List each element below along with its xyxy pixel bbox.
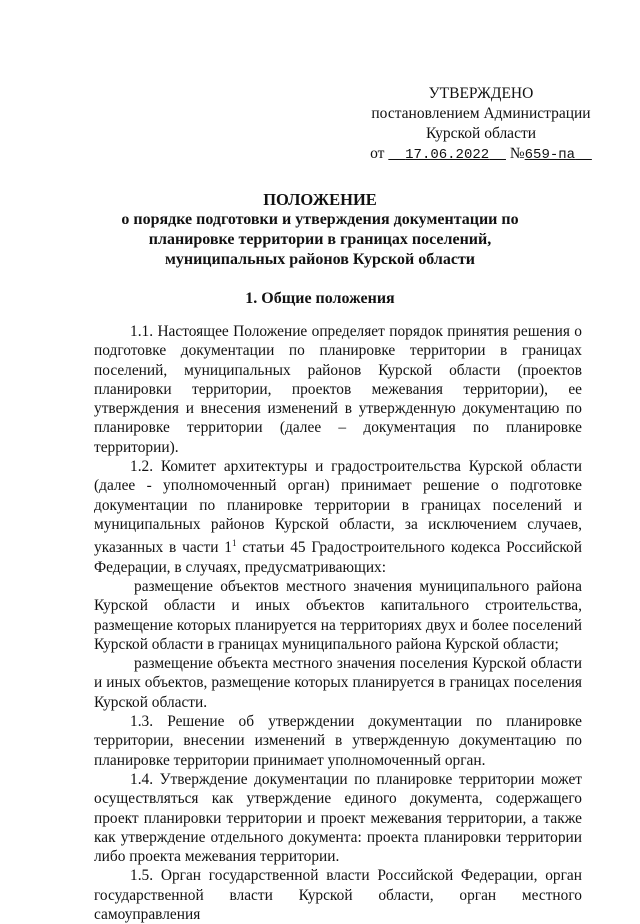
approval-date: 17.06.2022 [405,147,490,163]
approval-heading: УТВЕРЖДЕНО [428,85,534,102]
number-prefix: № [509,145,525,162]
paragraph-1-1: 1.1. Настоящее Положение определяет порядок принятия решения о подготовке документации по планировке территории в границах поселений, муниципальных районов Курской области (проектов планировки территории, проектов межевания территории), ее утверждения и внесения изменений в утвержденную документацию по планировке территории (далее – документация по планировке территории). [94,323,582,456]
date-prefix: от [370,145,385,162]
paragraph-1-4: 1.4. Утверждение документации по планировке территории может осуществляться как утверждение единого документа, содержащего проект планировки территории и проект межевания территории, а также как утверждение отдельного документа: проекта планировки территории либо проекта межевания территории. [94,770,582,866]
approval-stamp [366,84,596,165]
document-title [90,190,550,270]
title-main: ПОЛОЖЕНИЕ [263,190,377,209]
approval-region-line: Курской области [425,125,537,142]
paragraph-1-3: 1.3. Решение об утверждении документации по планировке территории, внесении изменений в утвержденную документацию по планировке территории принимает уполномоченный орган. [94,713,582,769]
title-subtitle: о порядке подготовки и утверждения документации по планировке территории в границах поселений, муниципальных районов Курской области [121,211,519,268]
paragraph-1-2: 1.2. Комитет архитектуры и градостроительства Курской области (далее - уполномоченный орган) принимает решение о подготовке документации по планировке территории в границах поселений и муниципальных районов Курской области, за исключением случаев, указанных в части $1^1$ статьи 45 Градостроительного кодекса Российской Федерации, в случаях, предусматривающих: [94,458,582,576]
paragraph-1-5: 1.5. Орган государственной власти Российской Федерации, орган государственной власти Курской области, орган местного самоуправления [94,867,582,924]
approval-number: 659-па [524,147,576,163]
approval-date-line [366,144,596,165]
section-heading: 1. Общие положения [245,290,395,307]
paragraph-1-2-item-2: размещение объекта местного значения поселения Курской области и иных объектов, размещение которых планируется в границах поселения Курской области. [94,655,582,711]
document-body [94,322,582,924]
approval-decree-line: постановлением Администрации [371,105,591,122]
paragraph-1-2-item-1: размещение объектов местного значения муниципального района Курской области и иных объектов капитального строительства, размещение которых планируется на территориях двух и более поселений Курской области в границах муниципального района Курской области; [94,577,582,653]
